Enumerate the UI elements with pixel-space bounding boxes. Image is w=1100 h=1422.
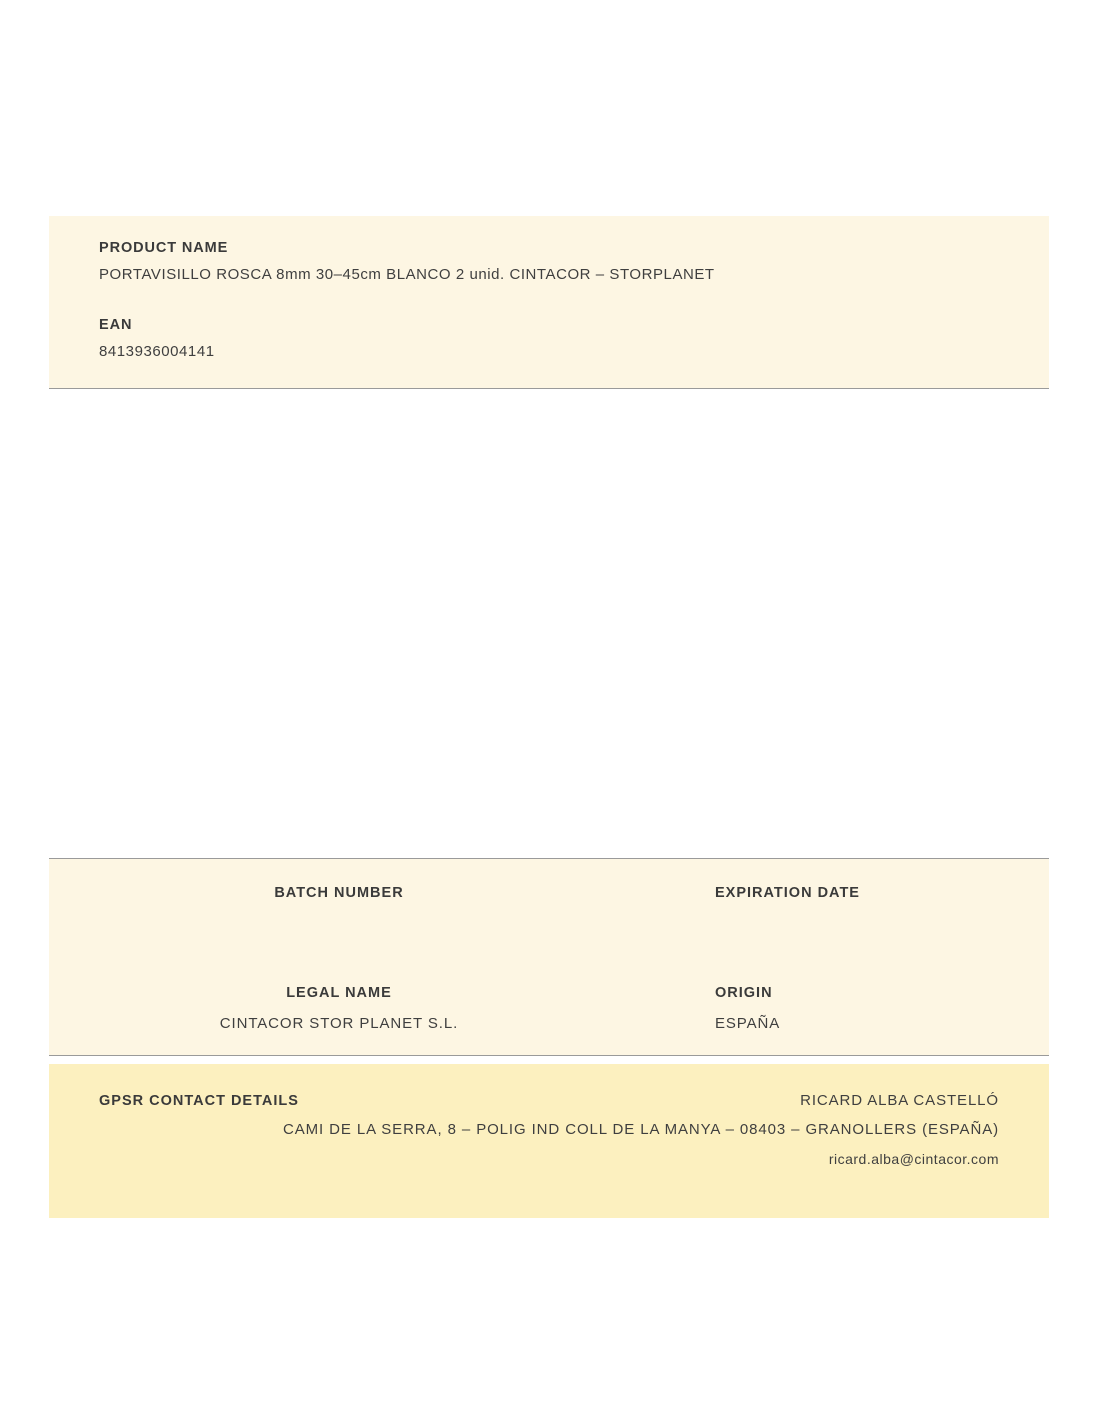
detail-row-spacer — [49, 933, 1049, 985]
ean-value: 8413936004141 — [99, 343, 215, 360]
panel-spacer — [99, 283, 999, 317]
gpsr-header-row — [99, 1092, 999, 1109]
batch-expiration-row — [49, 885, 1049, 933]
gpsr-contact-panel — [49, 1064, 1049, 1218]
product-details-panel — [49, 858, 1049, 1056]
gpsr-person-name: RICARD ALBA CASTELLÓ — [800, 1092, 999, 1109]
batch-number-cell — [49, 885, 669, 933]
expiration-date-cell — [669, 885, 1049, 933]
batch-number-label: BATCH NUMBER — [274, 885, 404, 901]
origin-value: ESPAÑA — [715, 1015, 781, 1032]
product-info-panel — [49, 216, 1049, 389]
blank-content-area — [49, 391, 1049, 858]
gpsr-email: ricard.alba@cintacor.com — [828, 1151, 999, 1167]
batch-number-value — [49, 915, 629, 933]
legal-name-label: LEGAL NAME — [286, 985, 392, 1001]
ean-label: EAN — [99, 317, 133, 333]
product-name-value: PORTAVISILLO ROSCA 8mm 30–45cm BLANCO 2 unid. CINTACOR – STORPLANET — [99, 266, 715, 283]
gpsr-title: GPSR CONTACT DETAILS — [99, 1093, 299, 1109]
expiration-date-label: EXPIRATION DATE — [715, 885, 860, 901]
legal-name-value: CINTACOR STOR PLANET S.L. — [219, 1015, 459, 1032]
legal-name-cell — [49, 985, 669, 1033]
origin-cell — [669, 985, 1049, 1033]
product-name-label: PRODUCT NAME — [99, 240, 229, 256]
legal-origin-row — [49, 985, 1049, 1033]
origin-label: ORIGIN — [715, 985, 773, 1001]
gpsr-address: CAMI DE LA SERRA, 8 – POLIG IND COLL DE LA MANYA – 08403 – GRANOLLERS (ESPAÑA) — [283, 1121, 999, 1138]
expiration-date-value — [715, 915, 1049, 933]
